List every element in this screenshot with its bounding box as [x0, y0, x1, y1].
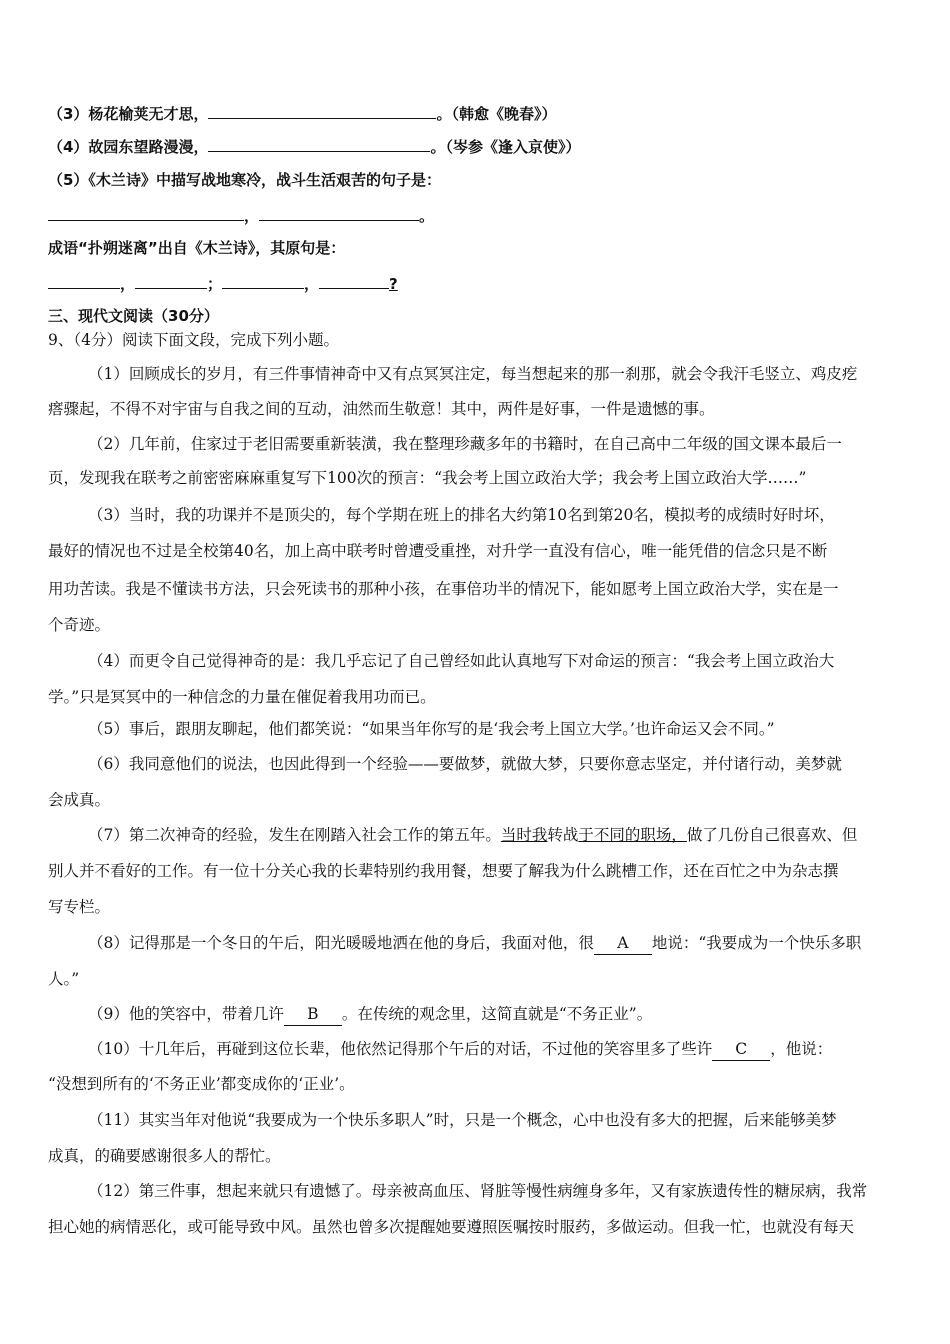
- q5-blank-2[interactable]: [259, 203, 419, 221]
- idiom-answer-line: [48, 271, 908, 295]
- para-12-line-2: 担心她的病情恶化，或可能导致中风。虽然也曾多次提醒她要遵照医嘱按时服药，多做运动。但我一忙，也就没有每天: [48, 1218, 855, 1236]
- question-3-line: [48, 101, 908, 125]
- para-7-mid: 转战: [547, 826, 579, 844]
- idiom-question-line: [48, 237, 908, 259]
- para-7-line-3: 写专栏。: [48, 898, 111, 916]
- para-6-line-2: 会成真。: [48, 791, 111, 809]
- question-5-line: [48, 169, 908, 191]
- para-9-post: 。在传统的观念里，这简直就是“不务正业”。: [341, 1005, 653, 1023]
- para-5-line-1: （5）事后，跟朋友聊起，他们都笑说：“如果当年你写的是‘我会考上国立大学。’也许命运又会不同。”: [88, 720, 775, 738]
- blank-c[interactable]: C: [712, 1038, 770, 1061]
- q3-answer-blank[interactable]: [208, 101, 436, 119]
- idiom-blank-4[interactable]: [319, 271, 389, 289]
- para-11-line-1: （11）其实当年对他说“我要成为一个快乐多职人”时，只是一个概念，心中也没有多大的把握，后来能够美梦: [88, 1111, 837, 1129]
- para-1-line-2: 瘩骤起，不得不对宇宙与自我之间的互动，油然而生敬意！其中，两件是好事，一件是遗憾的事。: [48, 400, 715, 418]
- para-11-line-2: 成真，的确要感谢很多人的帮忙。: [48, 1147, 281, 1165]
- q5-text: （5）《木兰诗》中描写战地寒冷，战斗生活艰苦的句子是：: [48, 171, 441, 189]
- para-7-line-1: [88, 824, 908, 846]
- para-3-line-1: （3）当时，我的功课并不是顶尖的，每个学期在班上的排名大约第10名到第20名，模拟考的成绩时好时坏，: [88, 506, 835, 524]
- question-4-line: [48, 134, 908, 158]
- para-3-line-4: 个奇迹。: [48, 616, 111, 634]
- para-9-pre: （9）他的笑容中，带着几许: [88, 1005, 284, 1023]
- para-7-underline-1: 当时我: [500, 826, 548, 844]
- idiom-blank-3[interactable]: [222, 271, 304, 289]
- section-heading: 三、现代文阅读（30分）: [48, 307, 219, 325]
- idiom-blank-2[interactable]: [135, 271, 207, 289]
- para-8-post: 地说：“我要成为一个快乐多职: [651, 934, 862, 952]
- para-10-pre: （10）十几年后，再碰到这位长辈，他依然记得那个午后的对话，不过他的笑容里多了些许: [88, 1040, 713, 1058]
- q3-suffix: 。（韩愈《晚春》）: [436, 105, 557, 123]
- para-4-line-2: 学。”只是冥冥中的一种信念的力量在催促着我用功而已。: [48, 688, 436, 706]
- para-7-line-2: 别人并不看好的工作。有一位十分关心我的长辈特别约我用餐，想要了解我为什么跳槽工作，还在百忙之中为杂志撰: [48, 862, 839, 880]
- para-1-line-1: （1）回顾成长的岁月，有三件事情神奇中又有点冥冥注定，每当想起来的那一刹那，就会令我汗毛竖立、鸡皮疙: [88, 365, 858, 383]
- q5-sep: ，: [244, 207, 260, 225]
- para-4-line-1: （4）而更令自己觉得神奇的是：我几乎忘记了自己曾经如此认真地写下对命运的预言：“我会考上国立政治大: [88, 652, 835, 670]
- para-10-post: ，他说：: [770, 1040, 833, 1058]
- para-2-line-1: （2）几年前，住家过于老旧需要重新装潢，我在整理珍藏多年的书籍时，在自己高中二年级的国文课本最后一: [88, 435, 842, 453]
- para-7-pre: （7）第二次神奇的经验，发生在刚踏入社会工作的第五年。: [88, 826, 501, 844]
- q4-suffix: 。（岑参《逢入京使》）: [430, 138, 581, 156]
- para-2-line-2: 页，发现我在联考之前密密麻麻重复写下100次的预言：“我会考上国立政治大学；我会考上国立政治大学……”: [48, 469, 807, 487]
- idiom-tail: ?: [389, 275, 398, 293]
- para-7-post: 做了几份自己很喜欢、但: [686, 826, 858, 844]
- para-10-line-2: “没想到所有的‘不务正业’都变成你的‘正业’。: [48, 1075, 355, 1093]
- para-3-line-2: 最好的情况也不过是全校第40名，加上高中联考时曾遭受重挫，对升学一直没有信心，唯一能凭借的信念只是不断: [48, 542, 828, 560]
- para-12-line-1: （12）第三件事，想起来就只有遗憾了。母亲被高血压、肾脏等慢性病缠身多年，又有家族遗传性的糖尿病，我常: [88, 1182, 868, 1200]
- idiom-sep-a: ，: [120, 275, 136, 293]
- para-8-line-1: [88, 932, 908, 955]
- para-3-line-3: 用功苦读。我是不懂读书方法，只会死读书的那种小孩，在事倍功半的情况下，能如愿考上国立政治大学，实在是一: [48, 580, 839, 598]
- para-6-line-1: （6）我同意他们的说法，也因此得到一个经验——要做梦，就做大梦，只要你意志坚定，并付诸行动，美梦就: [88, 755, 842, 773]
- question-9-prompt: 9、（4分）阅读下面文段，完成下列小题。: [48, 331, 339, 349]
- blank-b[interactable]: B: [284, 1003, 342, 1026]
- para-10-line-1: [88, 1038, 908, 1061]
- idiom-blank-1[interactable]: [48, 271, 120, 289]
- q3-prefix: （3）杨花榆荚无才思，: [48, 105, 209, 123]
- question-5-answer-line: [48, 203, 908, 227]
- q4-answer-blank[interactable]: [208, 134, 430, 152]
- q5-end: 。: [419, 207, 435, 225]
- para-8-pre: （8）记得那是一个冬日的午后，阳光暖暖地洒在他的身后，我面对他，很: [88, 934, 594, 952]
- idiom-sep-b: ；: [207, 275, 223, 293]
- q5-blank-1[interactable]: [48, 203, 244, 221]
- idiom-text: 成语“扑朔迷离”出自《木兰诗》，其原句是：: [48, 239, 346, 257]
- blank-a[interactable]: A: [594, 932, 652, 955]
- idiom-sep-c: ，: [304, 275, 320, 293]
- q4-prefix: （4）故园东望路漫漫，: [48, 138, 209, 156]
- para-9-line-1: [88, 1003, 908, 1026]
- para-8-line-2: 人。”: [48, 970, 80, 988]
- para-7-underline-2: 于不同的职场，: [578, 826, 687, 844]
